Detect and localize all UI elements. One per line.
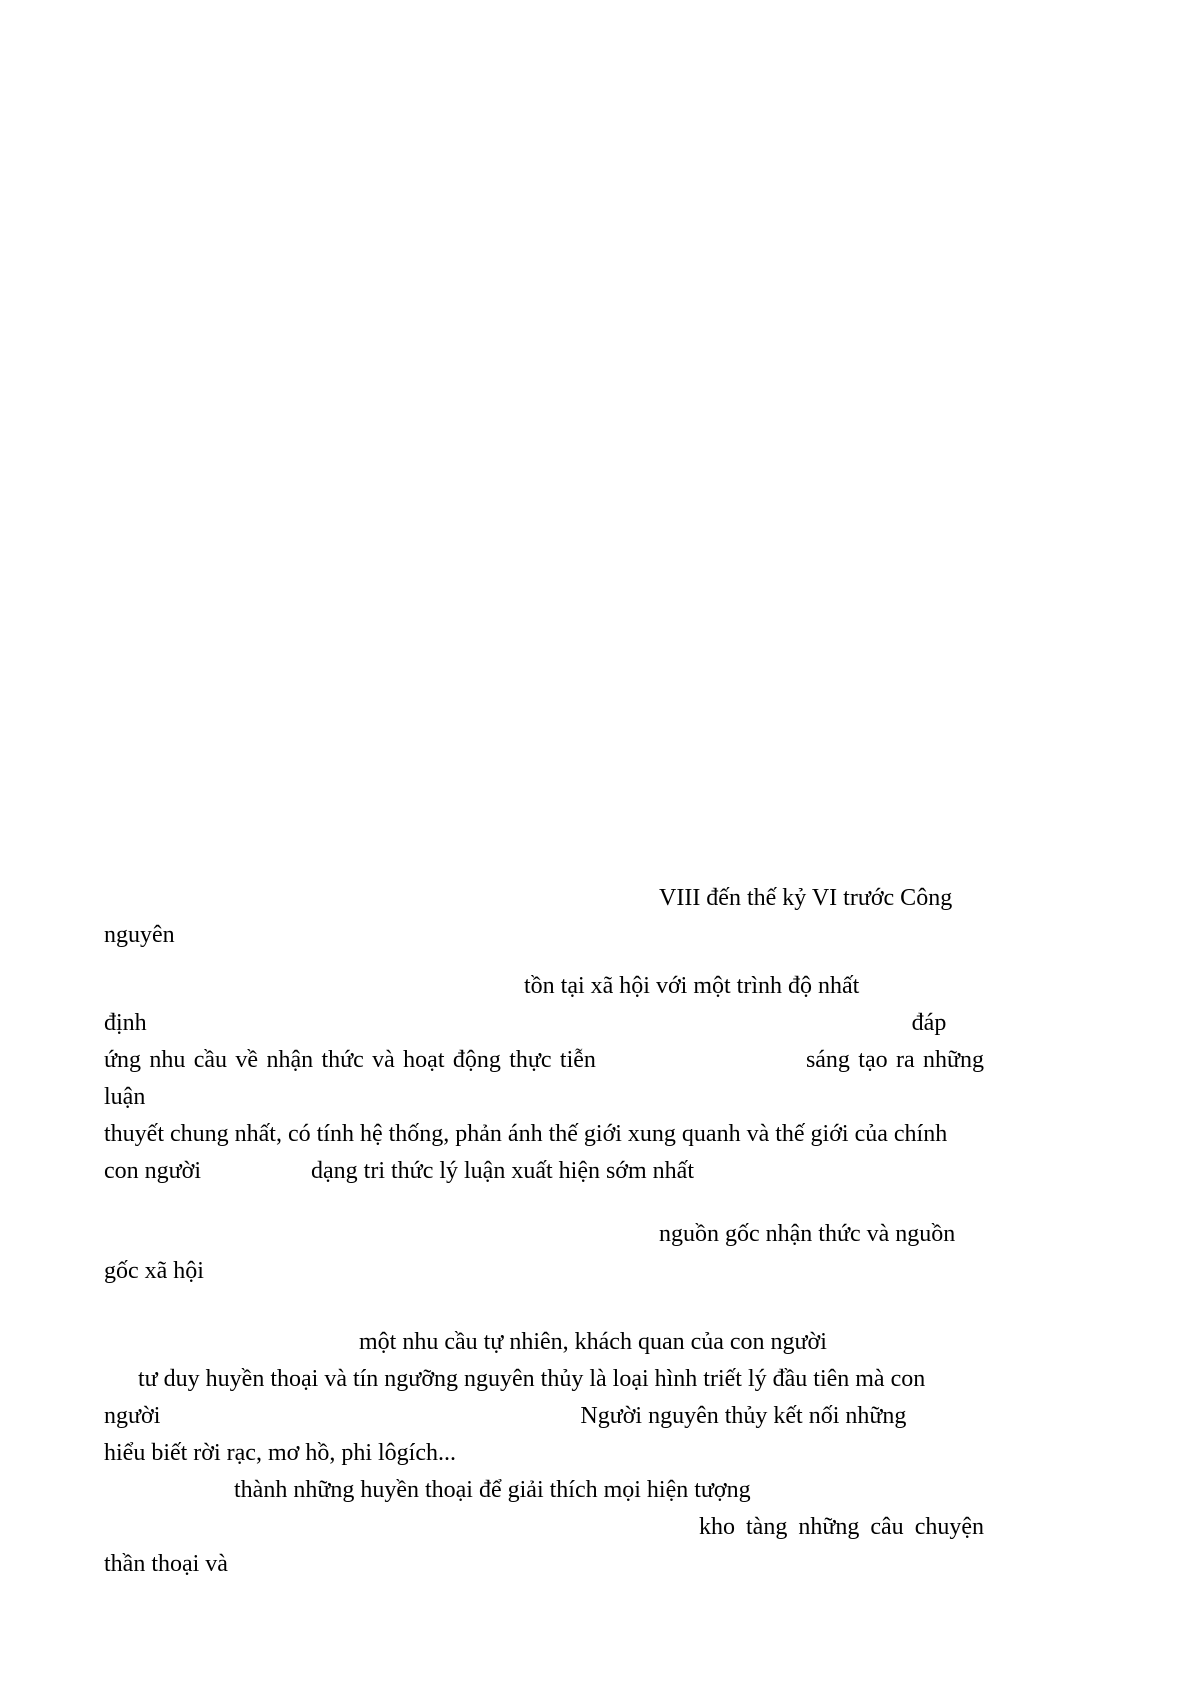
block-spacer <box>104 954 984 968</box>
line-text: một nhu cầu tự nhiên, khách quan của con người <box>359 1329 827 1355</box>
text-line <box>104 1324 984 1361</box>
text-line <box>104 880 984 917</box>
text-line <box>104 1216 984 1253</box>
paragraph-block-1 <box>104 880 984 954</box>
text-line <box>104 1509 984 1583</box>
text-line <box>104 917 984 954</box>
line-text: con người <box>104 1158 202 1184</box>
text-line <box>104 1398 984 1435</box>
line-text: nguyên <box>104 922 175 948</box>
document-body <box>104 880 984 1583</box>
line-text: VIII đến thế kỷ VI trước Công <box>659 885 953 911</box>
line-text: đáp <box>911 1010 947 1036</box>
line-text: định <box>104 1010 147 1036</box>
block-spacer <box>104 1190 984 1216</box>
line-text: Người nguyên thủy kết nối những <box>580 1403 907 1429</box>
text-line <box>104 1472 984 1509</box>
text-line <box>104 1253 984 1290</box>
text-line <box>104 1116 984 1153</box>
line-text: người <box>104 1403 161 1429</box>
line-text: thuyết chung nhất, có tính hệ thống, phản ánh thế giới xung quanh và thế giới của chính <box>104 1121 948 1147</box>
paragraph-block-4 <box>104 1324 984 1583</box>
line-text: kho tàng những câu chuyện thần thoại và <box>104 1514 984 1577</box>
line-text: thành những huyền thoại để giải thích mọi hiện tượng <box>234 1477 751 1503</box>
text-line <box>104 1005 984 1042</box>
line-text: tồn tại xã hội với một trình độ nhất <box>524 973 860 999</box>
text-line <box>104 968 984 1005</box>
line-text: ứng nhu cầu về nhận thức và hoạt động thực tiễn <box>104 1047 596 1073</box>
line-text: tư duy huyền thoại và tín ngưỡng nguyên thủy là loại hình triết lý đầu tiên mà con <box>138 1366 926 1392</box>
text-line <box>104 1435 984 1472</box>
text-line <box>104 1042 984 1116</box>
line-text: dạng tri thức lý luận xuất hiện sớm nhất <box>311 1158 694 1184</box>
line-text: hiểu biết rời rạc, mơ hồ, phi lôgích... <box>104 1440 456 1466</box>
line-text: sáng tạo ra những luận <box>104 1047 985 1110</box>
text-line <box>104 1361 984 1398</box>
line-text: gốc xã hội <box>104 1258 204 1284</box>
line-text: nguồn gốc nhận thức và nguồn <box>659 1221 956 1247</box>
text-line <box>104 1153 984 1190</box>
block-spacer <box>104 1290 984 1324</box>
paragraph-block-2 <box>104 968 984 1190</box>
paragraph-block-3 <box>104 1216 984 1290</box>
